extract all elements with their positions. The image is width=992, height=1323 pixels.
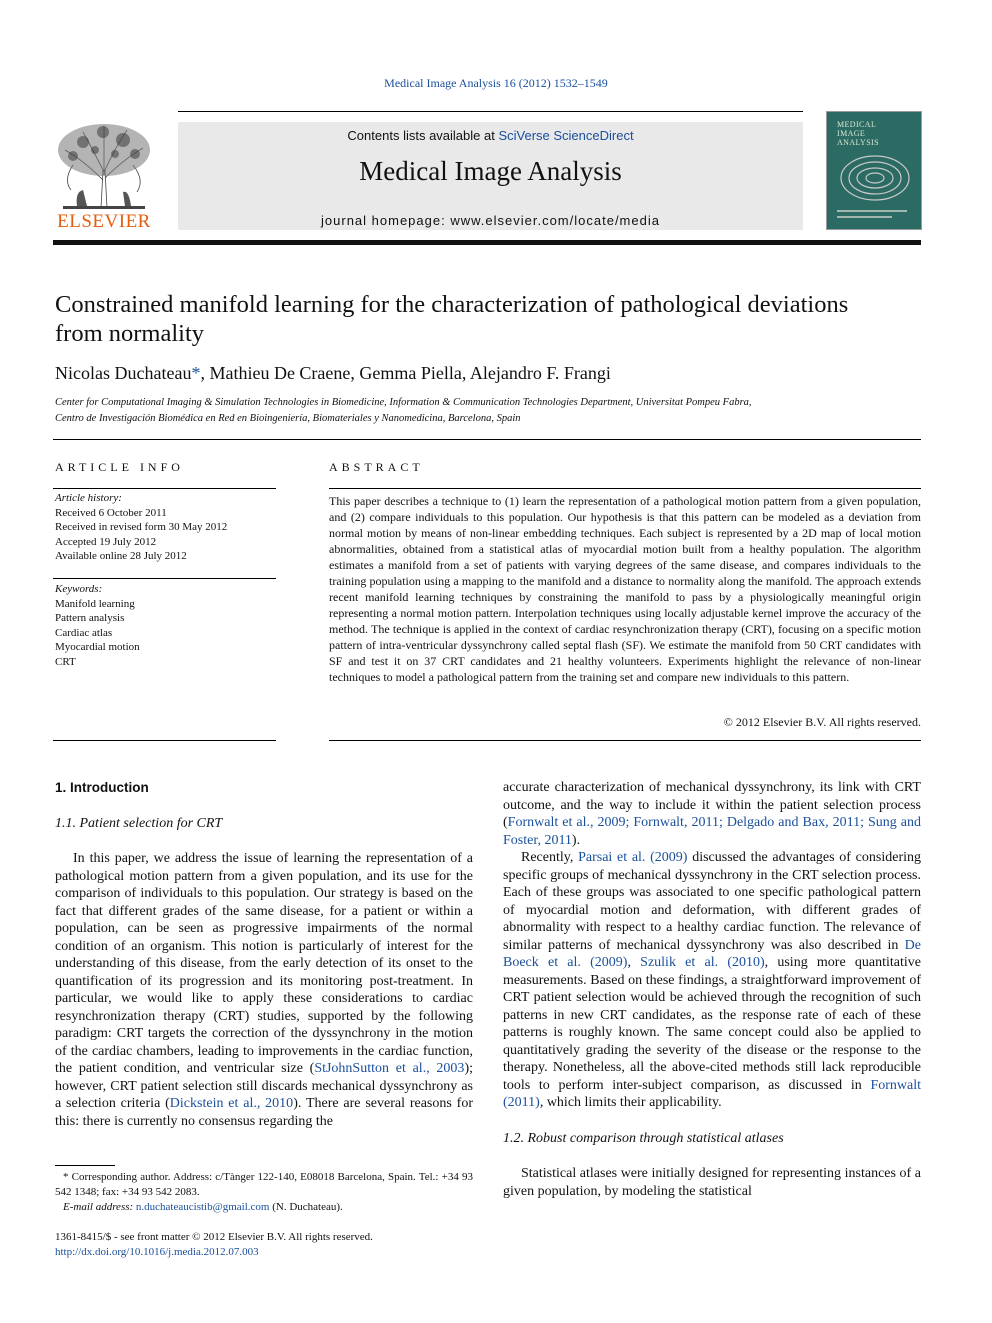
- keywords-rule: [53, 578, 276, 579]
- homepage-prefix: journal homepage:: [321, 213, 451, 228]
- paragraph-text: ).: [571, 832, 581, 848]
- history-revised: Received in revised form 30 May 2012: [55, 521, 228, 533]
- first-author: Nicolas Duchateau: [55, 363, 192, 383]
- intro-paragraph-1: [55, 850, 473, 1130]
- elsevier-wordmark: ELSEVIER: [57, 211, 151, 232]
- citation-szulik[interactable]: Szulik et al. (2010): [640, 955, 765, 970]
- citation-parsai[interactable]: Parsai et al. (2009): [578, 850, 688, 865]
- keyword-item: Myocardial motion: [55, 641, 140, 653]
- corresponding-author-marker[interactable]: *: [191, 363, 201, 383]
- email-label: E-mail address:: [63, 1201, 136, 1213]
- journal-cover-image: [826, 111, 922, 230]
- abstract-rule: [329, 488, 921, 489]
- citation-stjohnsutton[interactable]: StJohnSutton et al., 2003: [314, 1061, 465, 1076]
- contents-line: [178, 128, 803, 143]
- front-matter: [55, 1230, 473, 1260]
- cover-title: MEDICAL IMAGE ANALYSIS: [837, 120, 879, 147]
- left-column: [55, 779, 473, 1130]
- paragraph-text: ,: [627, 955, 641, 970]
- keyword-item: Pattern analysis: [55, 612, 125, 624]
- affiliation-line-1: Center for Computational Imaging & Simulation Technologies in Biomedicine, Information & Communication Technologies Department, Universitat Pompeu Fabra,: [55, 397, 752, 408]
- author-list: [55, 363, 611, 384]
- doi-link[interactable]: http://dx.doi.org/10.1016/j.media.2012.07.003: [55, 1246, 259, 1258]
- email-owner: (N. Duchateau).: [269, 1201, 343, 1213]
- title-line-1: Constrained manifold learning for the characterization of pathological deviations: [55, 291, 849, 318]
- article-title: [55, 290, 925, 348]
- article-info-rule: [53, 488, 276, 489]
- paragraph-text: Recently,: [521, 850, 579, 865]
- subsection-heading-patient-selection: 1.1. Patient selection for CRT: [55, 815, 223, 831]
- header-thick-rule: [53, 240, 921, 245]
- section-heading-introduction: 1. Introduction: [55, 780, 149, 795]
- citation-deboeck[interactable]: De Boeck et al. (2009): [503, 937, 921, 970]
- affiliation: [55, 395, 925, 426]
- abstract-bottom-rule: [329, 740, 921, 741]
- abstract-text: This paper describes a technique to (1) learn the representation of a pathological motion pattern from a given population, and (2) compare individuals to this population. Our hypothesis is that this pattern can be modeled as a deviation from normal motion by means of non-linear embedding techniques. Each subject is represented by a 2D map of local motion abnormalities, obtained from a statistical atlas of myocardial motion built from a healthy population. The algorithm estimates a manifold from a set of patients with varying degrees of the same disease, and compares individuals to the training population using a mapping to the manifold and a distance to normality along the manifold. The approach extends recent manifold learning techniques by constraining the manifold to pass by a physiologically meaningful origin representing a normal motion pattern. Interpolation techniques using locally adjustable kernel improve the accuracy of the method. The technique is applied in the context of cardiac resynchronization therapy (CRT), focusing on a specific motion pattern of intra-ventricular dyssynchrony called septal flash (SF). We estimate the manifold from 50 CRT candidates with SF and test it on 37 CRT candidates and 21 healthy volunteers. Experiments highlight the relevance of non-linear techniques to model a pathological pattern from the training set and compare new individuals to this pattern.: [329, 494, 921, 684]
- keywords: [55, 582, 275, 669]
- citation-fornwalt-2011[interactable]: Fornwalt (2011): [503, 1077, 921, 1110]
- footnote-rule: [55, 1165, 115, 1166]
- right-column: [503, 779, 921, 1200]
- homepage-url[interactable]: www.elsevier.com/locate/media: [450, 213, 660, 228]
- issn-line: 1361-8415/$ - see front matter © 2012 Elsevier B.V. All rights reserved.: [55, 1231, 373, 1243]
- paragraph-text: ). There are several reasons for this: there is currently no consensus regarding the: [55, 1096, 473, 1129]
- article-info-heading: ARTICLE INFO: [55, 460, 184, 474]
- title-line-2: from normality: [55, 320, 205, 347]
- paragraph-text: In this paper, we address the issue of learning the representation of a pathological motion pattern from a given population, and its use for the comparison of individuals to this population. Our strategy is based on the fact that different grades of the same disease, for a patient or within a population, can be seen as progressive impairments of the normal condition of an organism. This notion is particularly of interest for the understanding of this disease, from the early detection of its onset to the quantification of its progression and its monitoring post-treatment. In particular, we would like to apply these considerations to cardiac resynchronization therapy (CRT) studies, supported by the following paradigm: CRT targets the correction of the dyssynchrony in the motion of the cardiac chambers, leading to improvements in the cardiac function, the patient condition, and ventricular size (: [55, 851, 473, 1076]
- journal-homepage: [178, 213, 803, 228]
- article-history: [55, 491, 275, 564]
- keyword-item: Cardiac atlas: [55, 626, 113, 639]
- corresponding-footnote: [55, 1170, 473, 1215]
- keywords-label: Keywords:: [55, 583, 103, 595]
- journal-reference[interactable]: Medical Image Analysis 16 (2012) 1532–1549: [384, 76, 608, 90]
- sciencedirect-link[interactable]: SciVerse ScienceDirect: [498, 128, 634, 143]
- journal-header-box: [178, 122, 803, 230]
- intro-paragraph-3: Statistical atlases were initially designed for representing instances of a given population, by modeling the statistical: [503, 1166, 921, 1199]
- abstract-heading: ABSTRACT: [329, 460, 424, 474]
- history-online: Available online 28 July 2012: [55, 550, 187, 562]
- contents-prefix: Contents lists available at: [347, 128, 499, 143]
- citation-dickstein[interactable]: Dickstein et al., 2010: [169, 1096, 294, 1111]
- email-line: [55, 1200, 473, 1215]
- corresponding-author-note: * Corresponding author. Address: c/Tànger 122-140, E08018 Barcelona, Spain. Tel.: +34 93 542 1348; fax: +34 93 542 2083.: [55, 1171, 473, 1198]
- history-received: Received 6 October 2011: [55, 506, 167, 519]
- other-authors: , Mathieu De Craene, Gemma Piella, Alejandro F. Frangi: [200, 363, 611, 383]
- paragraph-text: , using more quantitative measurements. Based on these findings, a straightforward improvement of CRT patient selection would be achieved through the recognition of such patterns in new CRT candidates, as the response rate of each of these patterns is roughly known. The same concept could also be applied to quantitatively grading the severity of the disease or the response to the therapy. Nonetheless, all the above-cited methods still lack reproducible tools to perform inter-subject comparison, as discussed in: [503, 955, 921, 1093]
- intro-paragraph-1-continued: [503, 779, 921, 849]
- subsection-heading-statistical-atlases: 1.2. Robust comparison through statistical atlases: [503, 1130, 784, 1146]
- history-accepted: Accepted 19 July 2012: [55, 535, 157, 548]
- keyword-item: CRT: [55, 655, 76, 668]
- paragraph-text: , which limits their applicability.: [539, 1095, 722, 1110]
- keyword-item: Manifold learning: [55, 597, 135, 610]
- intro-paragraph-2: [503, 849, 921, 1112]
- paragraph-text: discussed the advantages of considering specific groups of mechanical dyssynchrony in the CRT selection process. Each of these groups was associated to one specific pathological pattern of myocardial motion and deformation, with different grades of abnormality with respect to a healthy cardiac function. The relevance of similar patterns of mechanical dyssynchrony was also described in: [503, 850, 921, 953]
- title-divider: [53, 439, 921, 440]
- paragraph-text: ); however, CRT patient selection still discards mechanical dyssynchrony as a selection criteria (: [55, 1061, 473, 1111]
- journal-title: Medical Image Analysis: [359, 156, 622, 186]
- affiliation-line-2: Centro de Investigación Biomédica en Red en Bioingeniería, Biomateriales y Nanomedicina, Barcelona, Spain: [55, 412, 521, 424]
- header-rule: [178, 111, 803, 112]
- history-label: Article history:: [55, 492, 122, 504]
- article-info-bottom-rule: [53, 740, 276, 741]
- abstract-copyright: © 2012 Elsevier B.V. All rights reserved.: [723, 715, 921, 729]
- paragraph-text: accurate characterization of mechanical dyssynchrony, its link with CRT outcome, and the way to include it within the patient selection process (: [503, 780, 921, 830]
- citation-fornwalt-group[interactable]: Fornwalt et al., 2009; Fornwalt, 2011; Delgado and Bax, 2011; Sung and Foster, 2011: [503, 815, 921, 848]
- email-link[interactable]: n.duchateaucistib@gmail.com: [135, 1201, 270, 1213]
